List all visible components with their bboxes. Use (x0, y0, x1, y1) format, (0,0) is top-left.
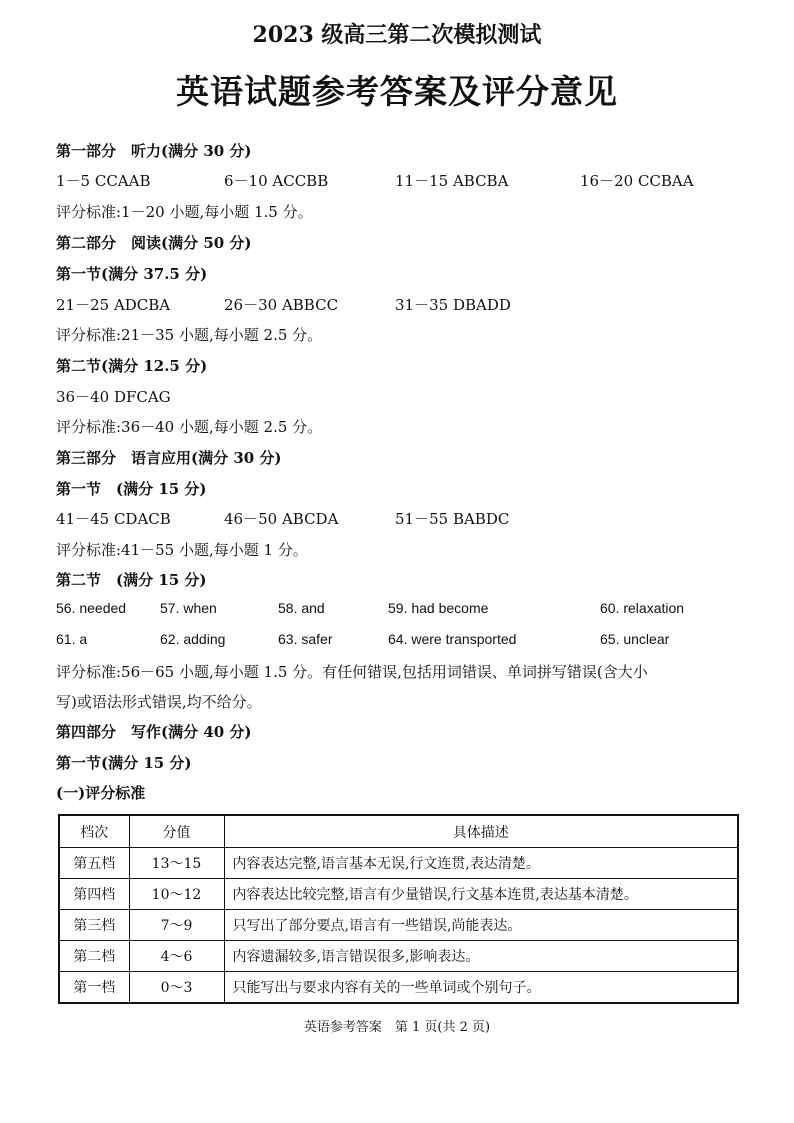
answer-group: 21－25 ADCBA (56, 296, 171, 314)
table-row (59, 941, 738, 972)
fill-answer: 58. and (278, 600, 325, 616)
grade-level: 第五档 (59, 848, 129, 879)
part1-heading: 第一部分 听力(满分 30 分) (56, 142, 252, 160)
column-header: 分值 (129, 815, 224, 848)
answer-group: 1－5 CCAAB (56, 172, 151, 190)
part2-section1-heading: 第一节(满分 37.5 分) (56, 265, 208, 283)
grade-description: 只能写出与要求内容有关的一些单词或个别句子。 (224, 972, 738, 1004)
page-title: 英语试题参考答案及评分意见 (176, 72, 618, 111)
answer-group: 46－50 ABCDA (224, 510, 339, 528)
fill-answer: 64. were transported (388, 631, 517, 647)
part3-section2-criteria-line2: 写)或语法形式错误,均不给分。 (56, 693, 262, 711)
fill-answer: 62. adding (160, 631, 226, 647)
score-range: 13～15 (129, 848, 224, 879)
part3-section1-criteria: 评分标准:41－55 小题,每小题 1 分。 (56, 541, 308, 559)
fill-answer: 65. unclear (600, 631, 670, 647)
grading-criteria-subheading: (一)评分标准 (56, 784, 146, 802)
grade-level: 第一档 (59, 972, 129, 1004)
answer-group: 16－20 CCBAA (580, 172, 694, 190)
answer-group: 51－55 BABDC (395, 510, 510, 528)
column-header: 具体描述 (224, 815, 738, 848)
grade-description: 只写出了部分要点,语言有一些错误,尚能表达。 (224, 910, 738, 941)
fill-answer: 57. when (160, 600, 217, 616)
part3-heading: 第三部分 语言应用(满分 30 分) (56, 449, 282, 467)
answer-group: 36－40 DFCAG (56, 388, 171, 406)
answer-group: 26－30 ABBCC (224, 296, 339, 314)
grade-description: 内容表达完整,语言基本无误,行文连贯,表达清楚。 (224, 848, 738, 879)
table-row (59, 848, 738, 879)
score-range: 4～6 (129, 941, 224, 972)
grade-level: 第三档 (59, 910, 129, 941)
table-row (59, 910, 738, 941)
grade-description: 内容遗漏较多,语言错误很多,影响表达。 (224, 941, 738, 972)
part3-section2-criteria-line1: 评分标准:56－65 小题,每小题 1.5 分。有任何错误,包括用词错误、单词拼写错误(含大小 (56, 663, 648, 681)
exam-subtitle: 2023 级高三第二次模拟测试 (252, 22, 542, 48)
score-range: 0～3 (129, 972, 224, 1004)
part4-heading: 第四部分 写作(满分 40 分) (56, 723, 252, 741)
part1-criteria: 评分标准:1－20 小题,每小题 1.5 分。 (56, 203, 313, 221)
part2-section1-criteria: 评分标准:21－35 小题,每小题 2.5 分。 (56, 326, 323, 344)
table-row (59, 879, 738, 910)
part3-section2-heading: 第二节 (满分 15 分) (56, 571, 207, 589)
grade-description: 内容表达比较完整,语言有少量错误,行文基本连贯,表达基本清楚。 (224, 879, 738, 910)
page-footer: 英语参考答案 第 1 页(共 2 页) (303, 1020, 491, 1035)
answer-group: 31－35 DBADD (395, 296, 511, 314)
grade-level: 第二档 (59, 941, 129, 972)
answer-group: 6－10 ACCBB (224, 172, 329, 190)
part2-section2-heading: 第二节(满分 12.5 分) (56, 357, 208, 375)
part2-heading: 第二部分 阅读(满分 50 分) (56, 234, 252, 252)
fill-answer: 60. relaxation (600, 600, 685, 616)
part2-section2-criteria: 评分标准:36－40 小题,每小题 2.5 分。 (56, 418, 323, 436)
score-range: 7～9 (129, 910, 224, 941)
part4-section1-heading: 第一节(满分 15 分) (56, 754, 192, 772)
table-header-row (59, 815, 738, 848)
column-header: 档次 (59, 815, 129, 848)
fill-answer: 61. a (56, 631, 88, 647)
grading-table (58, 814, 739, 1004)
table-row (59, 972, 738, 1004)
grade-level: 第四档 (59, 879, 129, 910)
fill-answer: 63. safer (278, 631, 333, 647)
score-range: 10～12 (129, 879, 224, 910)
fill-answer: 59. had become (388, 600, 489, 616)
answer-group: 11－15 ABCBA (395, 172, 509, 190)
fill-answer: 56. needed (56, 600, 127, 616)
answer-group: 41－45 CDACB (56, 510, 171, 528)
part3-section1-heading: 第一节 (满分 15 分) (56, 480, 207, 498)
